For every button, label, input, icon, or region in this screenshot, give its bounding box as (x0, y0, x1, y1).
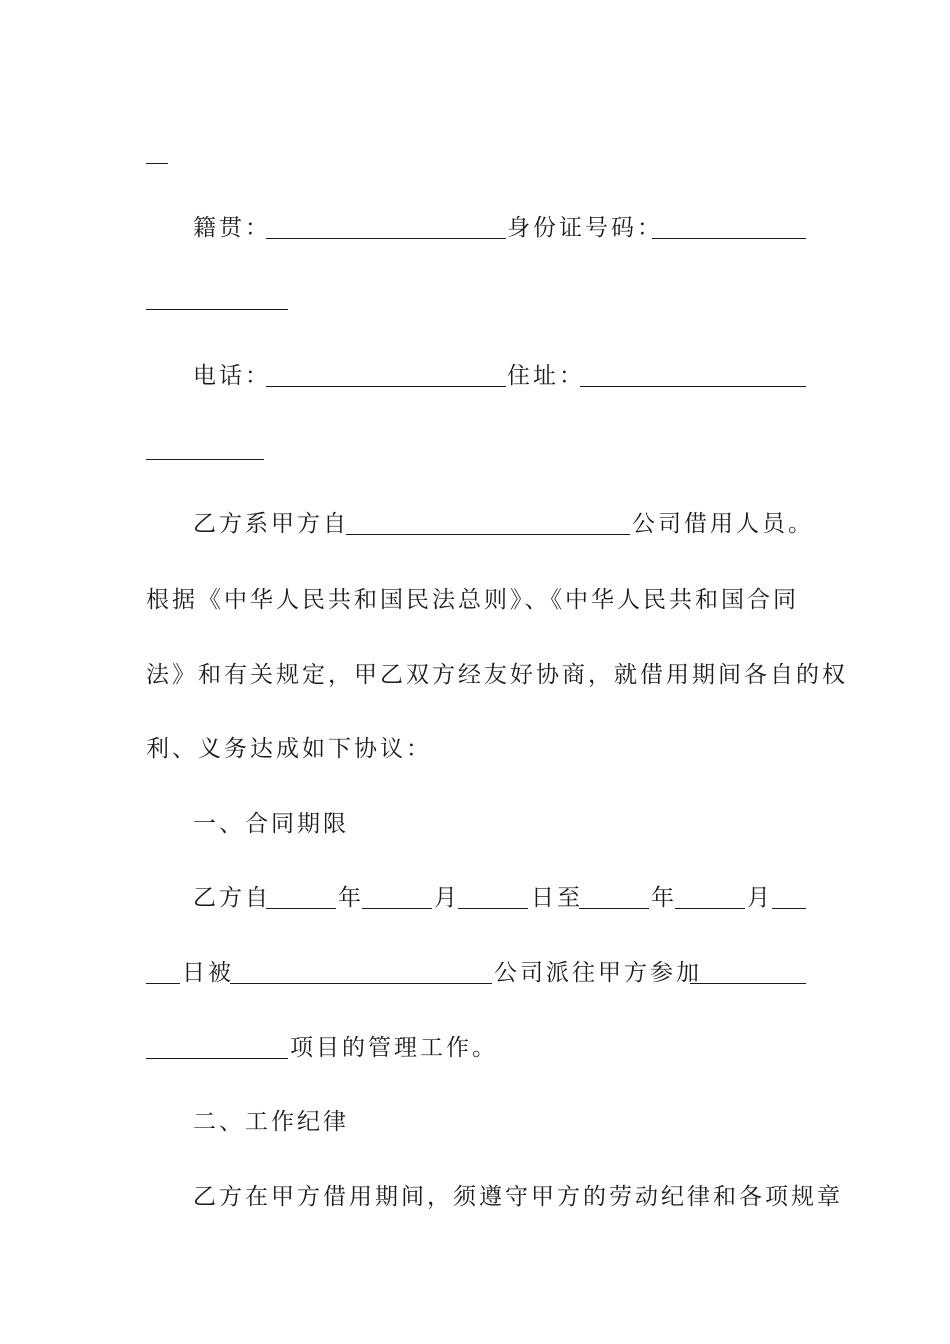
day-to-text: 日至 (531, 885, 583, 911)
section-2-heading-row (0, 1102, 950, 1142)
native-place-row (0, 208, 950, 248)
term-row-2 (0, 953, 950, 993)
year-text: 年 (338, 885, 364, 911)
month-text: 月 (434, 885, 460, 911)
start-year-blank[interactable] (266, 908, 336, 909)
project-blank[interactable] (690, 983, 806, 984)
paragraph-1-line-2 (0, 580, 950, 620)
month-text: 月 (747, 885, 773, 911)
project-work-text: 项目的管理工作。 (290, 1035, 498, 1061)
day-by-text: 日被 (182, 960, 234, 986)
id-number-blank-continued[interactable] (146, 309, 288, 310)
year-text: 年 (651, 885, 677, 911)
term-row-3 (0, 1028, 950, 1068)
start-day-blank[interactable] (458, 908, 528, 909)
dispatching-company-blank[interactable] (230, 983, 492, 984)
id-number-blank[interactable] (652, 238, 806, 239)
term-row-1 (0, 878, 950, 918)
start-month-blank[interactable] (362, 908, 432, 909)
paragraph-1-line-4 (0, 729, 950, 769)
id-number-label: 身份证号码： (507, 215, 663, 241)
address-blank-continued[interactable] (146, 459, 264, 460)
address-blank[interactable] (580, 386, 806, 387)
section-1-heading-row (0, 804, 950, 844)
discipline-row-1 (0, 1177, 950, 1217)
phone-label: 电话： (193, 363, 271, 389)
end-day-blank-continued[interactable] (146, 983, 180, 984)
company-blank[interactable] (346, 534, 630, 535)
paragraph-1-line-3 (0, 655, 950, 695)
project-blank-continued[interactable] (146, 1058, 288, 1059)
end-day-blank[interactable] (772, 908, 806, 909)
address-label: 住址： (507, 363, 585, 389)
term-from-text: 乙方自 (193, 885, 271, 911)
sent-by-text: 公司派往甲方参加 (494, 960, 702, 986)
paragraph-text: 乙方在甲方借用期间，须遵守甲方的劳动纪律和各项规章 (193, 1184, 843, 1210)
borrowed-staff-text: 公司借用人员。 (632, 511, 814, 537)
section-heading: 一、合同期限 (193, 811, 349, 837)
end-year-blank[interactable] (579, 908, 649, 909)
blank-line (146, 163, 168, 164)
borrowed-from-text: 乙方系甲方自 (193, 511, 349, 537)
phone-address-row (0, 356, 950, 396)
phone-blank[interactable] (266, 386, 506, 387)
paragraph-text: 根据《中华人民共和国民法总则》、《中华人民共和国合同 (146, 587, 799, 613)
section-heading: 二、工作纪律 (193, 1109, 349, 1135)
end-month-blank[interactable] (675, 908, 745, 909)
native-place-blank[interactable] (266, 238, 506, 239)
paragraph-text: 利、义务达成如下协议： (146, 736, 432, 762)
paragraph-1-line-1 (0, 504, 950, 544)
native-place-label: 籍贯： (193, 215, 271, 241)
paragraph-text: 法》和有关规定，甲乙双方经友好协商，就借用期间各自的权 (146, 662, 848, 688)
